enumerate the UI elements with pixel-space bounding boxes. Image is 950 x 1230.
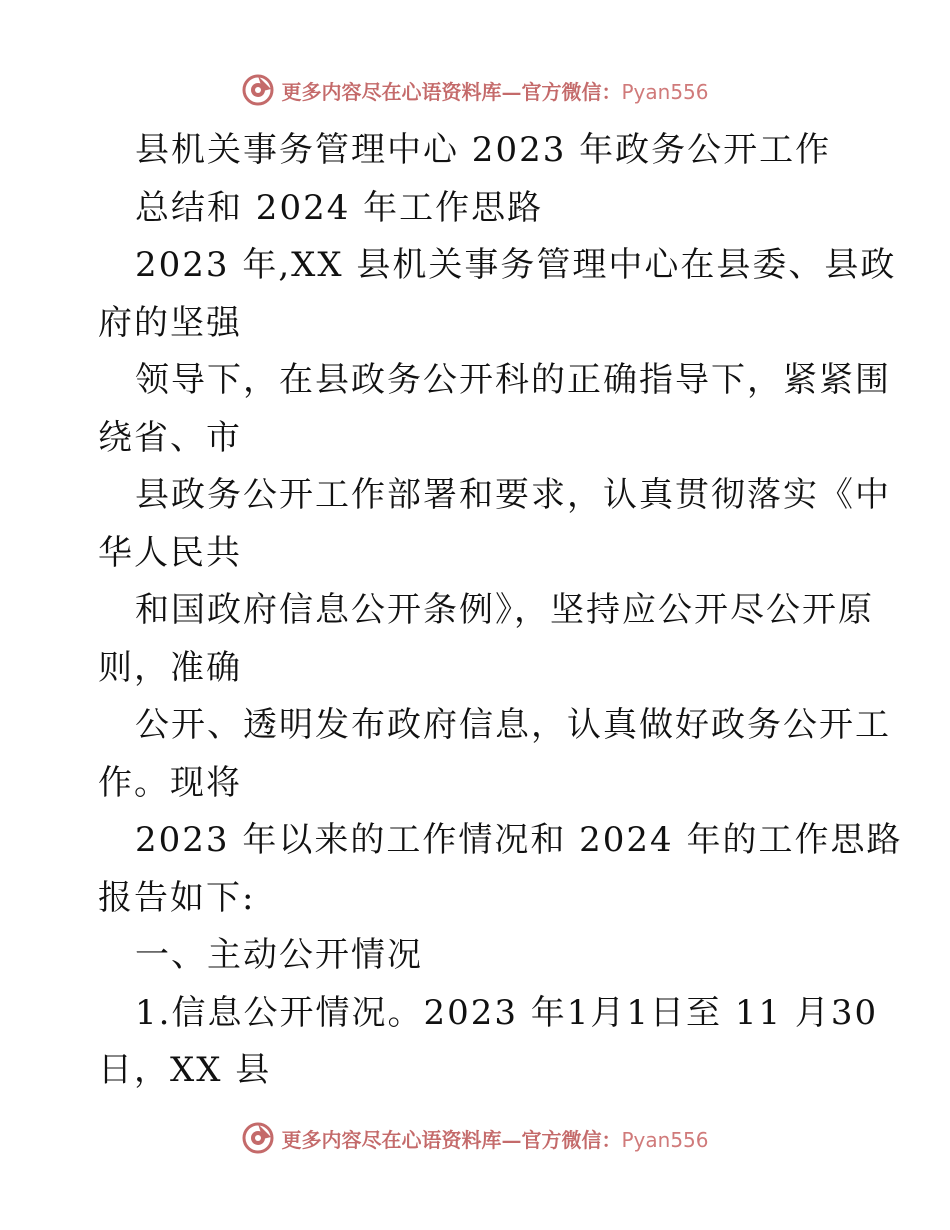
document-line: 和国政府信息公开条例》，坚持应公开尽公开原 <box>135 590 874 630</box>
document-line: 府的坚强 <box>98 302 242 343</box>
header-watermark <box>0 70 950 110</box>
document-line: 报告如下: <box>98 877 256 918</box>
watermark-label: 更多内容尽在心语资料库—官方微信： <box>281 79 622 104</box>
document-line: 领导下，在县政务公开科的正确指导下，紧紧围 <box>135 360 891 400</box>
watermark-label: 更多内容尽在心语资料库—官方微信： <box>281 1127 622 1152</box>
brand-logo-icon <box>241 73 275 107</box>
watermark-wechat-id: Pyan556 <box>621 1127 709 1152</box>
document-line: 县政务公开工作部署和要求，认真贯彻落实《中 <box>135 475 891 515</box>
document-line: 华人民共 <box>98 532 242 573</box>
document-line: 2023 年,XX 县机关事务管理中心在县委、县政 <box>135 245 897 285</box>
document-line: 日，XX 县 <box>98 1050 272 1090</box>
brand-logo-icon <box>241 1121 275 1155</box>
footer-watermark <box>0 1118 950 1158</box>
watermark-text <box>281 1124 708 1153</box>
document-line: 总结和 2024 年工作思路 <box>135 187 544 228</box>
document-line: 一、主动公开情况 <box>135 935 423 975</box>
watermark-wechat-id: Pyan556 <box>621 79 709 104</box>
document-line: 2023 年以来的工作情况和 2024 年的工作思路 <box>135 820 903 860</box>
document-line: 公开、透明发布政府信息，认真做好政务公开工 <box>135 705 891 745</box>
watermark-text <box>281 76 708 105</box>
document-line: 则，准确 <box>98 647 242 688</box>
document-line: 1.信息公开情况。2023 年1月1日至 11 月30 <box>135 992 879 1033</box>
document-line: 绕省、市 <box>98 417 242 458</box>
document-line: 作。现将 <box>98 762 242 803</box>
document-body <box>98 122 903 1100</box>
document-line: 县机关事务管理中心 2023 年政务公开工作 <box>135 130 832 170</box>
